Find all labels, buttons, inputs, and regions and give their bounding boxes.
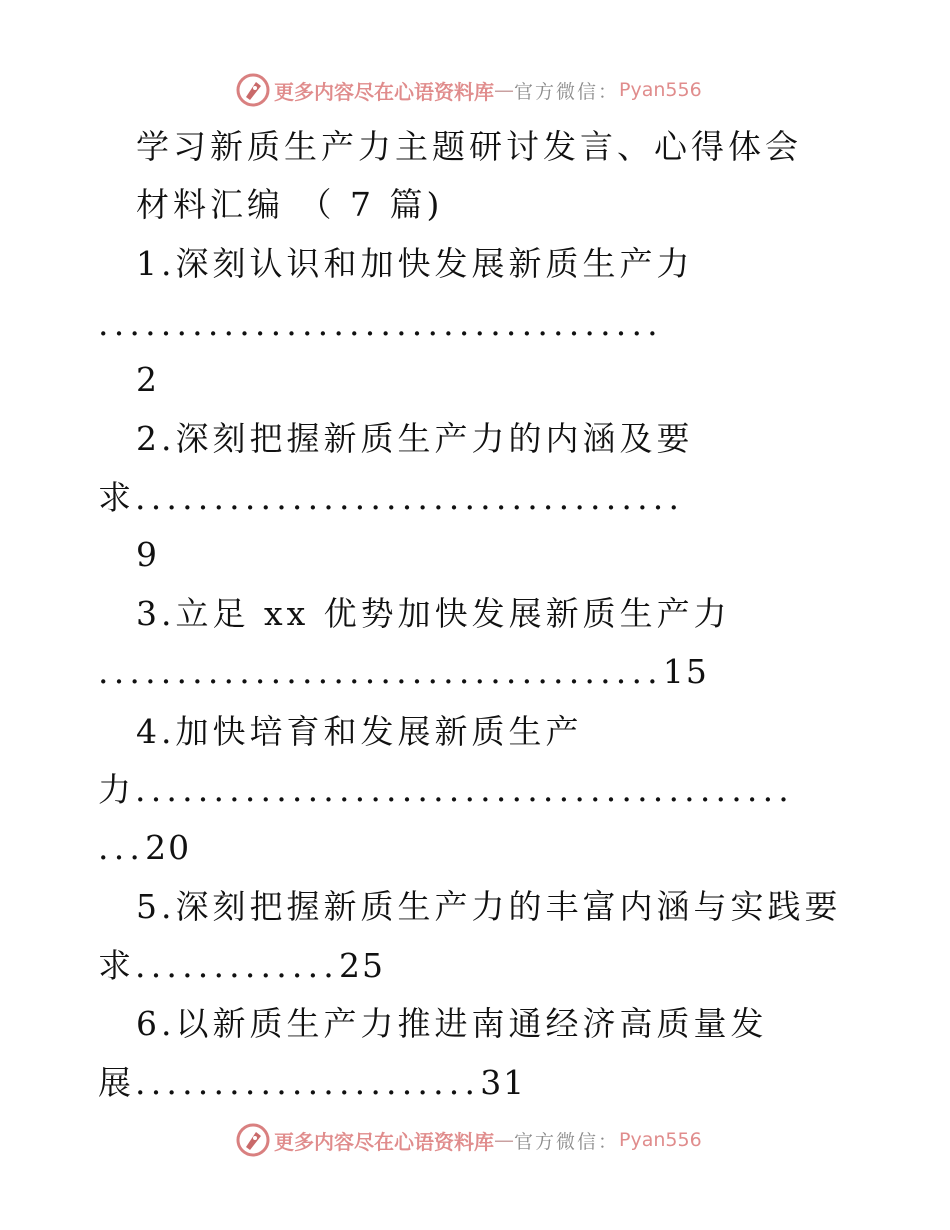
- toc-item-4-wrap-line: [98, 770, 794, 810]
- toc-item-6-page: 31: [480, 1063, 527, 1102]
- toc-item-2-label: 2.深刻把握新质生产力的内涵及要: [136, 419, 694, 458]
- toc-item-5-wrap-line: [98, 946, 385, 986]
- toc-item-5-leader: .............: [135, 946, 339, 985]
- toc-item-6-label: 6.以新质生产力推进南通经济高质量发: [136, 1004, 768, 1043]
- toc-item-5-page: 25: [338, 946, 385, 985]
- watermark-contact-label: 官方微信：: [514, 1130, 620, 1153]
- document-title-line-2: 材料汇编 （ 7 篇): [136, 185, 444, 224]
- watermark-dash: —: [494, 78, 514, 102]
- toc-item-3-page: 15: [662, 652, 709, 691]
- toc-item-2-page: 9: [136, 535, 159, 574]
- pen-nib-logo-icon: [236, 73, 270, 107]
- toc-item-4-page: 20: [145, 828, 192, 867]
- toc-item-5-wrap: 求: [98, 946, 135, 985]
- toc-item-4-wrap: 力: [98, 770, 135, 809]
- toc-item-3-label: 3.立足 xx 优势加快发展新质生产力: [136, 594, 731, 633]
- toc-item-2-leader: ...................................: [135, 478, 685, 517]
- toc-item-2-wrap: 求: [98, 478, 135, 517]
- toc-item-6-wrap-line: [98, 1063, 526, 1103]
- watermark-footer: [236, 1123, 702, 1157]
- toc-item-1-page: 2: [136, 360, 159, 399]
- toc-item-3-leader: ....................................: [98, 652, 663, 691]
- toc-item-4-leader: ..........................................: [135, 770, 794, 809]
- toc-item-5-label: 5.深刻把握新质生产力的丰富内涵与实践要: [136, 887, 842, 926]
- watermark-dash: —: [494, 1128, 514, 1152]
- toc-item-4-leader-line-2: [98, 828, 191, 868]
- toc-item-3-leader-line: [98, 652, 709, 692]
- watermark-contact-id: Pyan556: [619, 79, 702, 101]
- toc-item-1-leader: ....................................: [98, 304, 663, 343]
- watermark-text: 更多内容尽在心语资料库: [274, 79, 494, 104]
- toc-item-6-leader: ......................: [135, 1063, 481, 1102]
- toc-item-2-wrap-line: [98, 478, 684, 518]
- watermark-text: 更多内容尽在心语资料库: [274, 1129, 494, 1154]
- pen-nib-logo-icon: [236, 1123, 270, 1157]
- watermark-header: [236, 73, 702, 107]
- toc-item-6-wrap: 展: [98, 1063, 135, 1102]
- document-title-line-1: 学习新质生产力主题研讨发言、心得体会: [136, 127, 802, 166]
- toc-item-4-label: 4.加快培育和发展新质生产: [136, 712, 583, 751]
- watermark-contact-id: Pyan556: [619, 1129, 702, 1151]
- toc-item-1-label: 1.深刻认识和加快发展新质生产力: [136, 244, 694, 283]
- toc-item-4-leader-continued: ...: [98, 828, 146, 867]
- watermark-contact-label: 官方微信：: [514, 80, 620, 103]
